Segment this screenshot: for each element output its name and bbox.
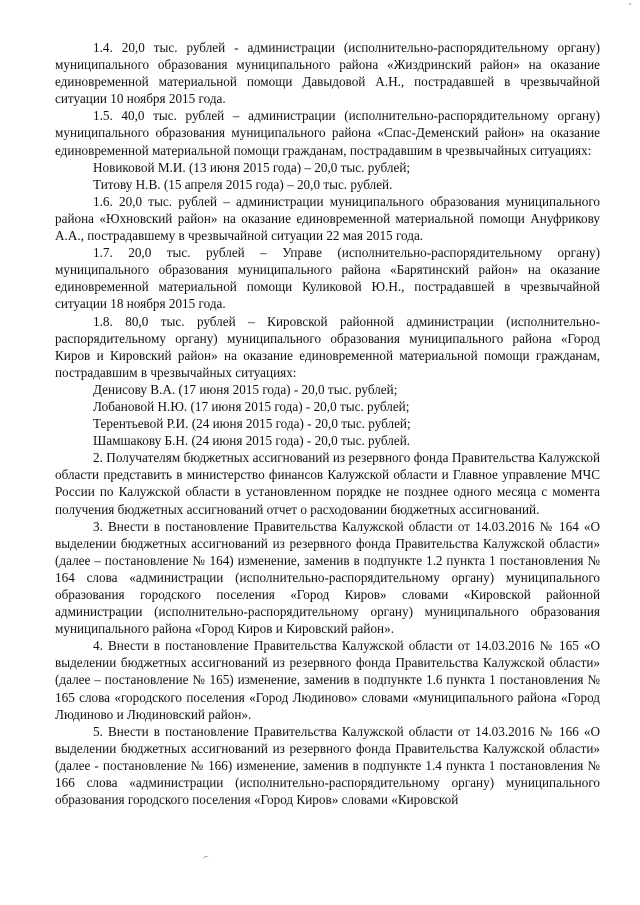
scan-artifact-mark — [202, 855, 209, 862]
paragraph-3: 3. Внести в постановление Правительства Калужской области от 14.03.2016 № 164 «О выделении бюджетных ассигнований из резервного фонда Правительства Калужской области» (далее – постановление № 164) изменение, заменив в подпункте 1.2 пункта 1 постановления № 164 слова «администрации (исполнительно-распорядительному органу) муниципального образования городского поселения «Город Киров» словами «Кировской районной администрации (исполнительно-распорядительному органу) муниципального образования муниципального района «Город Киров и Кировский район». — [55, 518, 600, 637]
recipient-shamshakov: Шамшакову Б.Н. (24 июня 2015 года) - 20,0 тыс. рублей. — [93, 433, 411, 449]
paragraph-1-5: 1.5. 40,0 тыс. рублей – администрации (исполнительно-распорядительному органу) муниципального образования муниципального района «Спас-Деменский район» на оказание единовременной материальной помощи гражданам, пострадавшим в чрезвычайных ситуациях: — [55, 108, 600, 158]
document-body — [55, 39, 600, 808]
paragraph-1-6: 1.6. 20,0 тыс. рублей – администрации муниципального образования муниципального района «Юхновский район» на оказание единовременной материальной помощи Ануфрикову А.А., пострадавшему в чрезвычайной ситуации 22 мая 2015 года. — [55, 193, 600, 244]
recipient-lobanova: Лобановой Н.Ю. (17 июня 2015 года) - 20,0 тыс. рублей; — [93, 398, 410, 414]
recipient-novikova: Новиковой М.И. (13 июня 2015 года) – 20,0 тыс. рублей; — [93, 159, 411, 175]
paragraph-1-7: 1.7. 20,0 тыс. рублей – Управе (исполнительно-распорядительному органу) муниципального образования муниципального района «Барятинский район» на оказание единовременной материальной помощи Куликовой Ю.Н., пострадавшей в чрезвычайной ситуации 18 ноября 2015 года. — [55, 245, 600, 312]
paragraph-4: 4. Внести в постановление Правительства Калужской области от 14.03.2016 № 165 «О выделении бюджетных ассигнований из резервного фонда Правительства Калужской области» (далее – постановление № 165) изменение, заменив в подпункте 1.6 пункта 1 постановления № 165 слова «городского поселения «Город Людиново» словами «муниципального района «Город Людиново и Людиновский район». — [55, 638, 600, 722]
scan-artifact-dot — [629, 3, 631, 5]
paragraph-1-4: 1.4. 20,0 тыс. рублей - администрации (исполнительно-распорядительному органу) муниципального образования муниципального района «Жиздринский район» на оказание единовременной материальной помощи Давыдовой А.Н., пострадавшей в чрезвычайной ситуации 10 ноября 2015 года. — [55, 40, 600, 107]
paragraph-2: 2. Получателям бюджетных ассигнований из резервного фонда Правительства Калужской области представить в министерство финансов Калужской области и Главное управление МЧС России по Калужской области в установленном порядке не позднее одного месяца с момента получения бюджетных ассигнований отчет о расходовании бюджетных ассигнований. — [55, 450, 600, 517]
recipient-terentyeva: Терентьевой Р.И. (24 июня 2015 года) - 20,0 тыс. рублей; — [93, 416, 411, 432]
recipient-denisov: Денисову В.А. (17 июня 2015 года) - 20,0 тыс. рублей; — [93, 381, 398, 397]
paragraph-5: 5. Внести в постановление Правительства Калужской области от 14.03.2016 № 166 «О выделении бюджетных ассигнований из резервного фонда Правительства Калужской области» (далее - постановление № 166) изменение, заменив в подпункте 1.4 пункта 1 постановления № 166 слова «администрации (исполнительно-распорядительному органу) муниципального образования городского поселения «Город Киров» словами «Кировской — [55, 723, 600, 808]
paragraph-1-8: 1.8. 80,0 тыс. рублей – Кировской районной администрации (исполнительно-распорядительному органу) муниципального образования муниципального района «Город Киров и Кировский район» на оказание единовременной материальной помощи гражданам, пострадавшим в чрезвычайных ситуациях: — [55, 313, 600, 380]
recipient-titov: Титову Н.В. (15 апреля 2015 года) – 20,0 тыс. рублей. — [93, 176, 393, 192]
